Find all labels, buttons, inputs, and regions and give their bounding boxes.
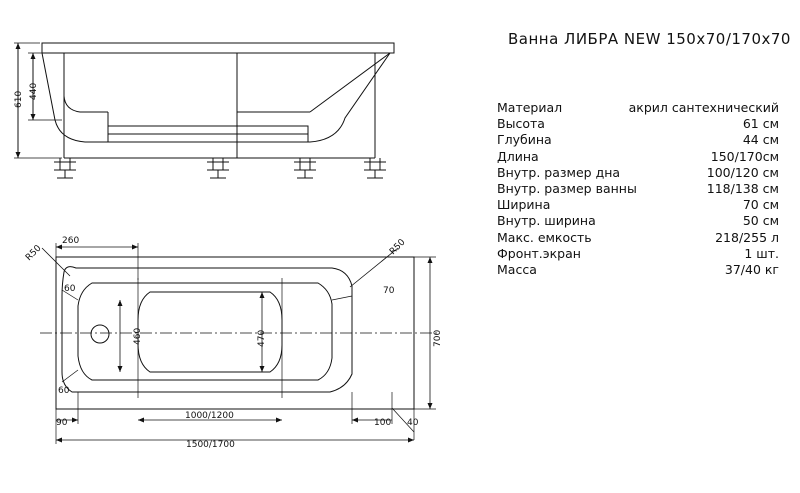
- side-outer-body: [42, 53, 390, 142]
- spec-row: [497, 181, 787, 197]
- side-rim: [42, 43, 394, 53]
- spec-value: 118/138 см: [706, 180, 779, 196]
- spec-label: Длина: [497, 148, 539, 164]
- dim-bottom-right-small: 40: [407, 418, 419, 428]
- spec-row: [497, 132, 787, 148]
- spec-row: [497, 262, 787, 278]
- spec-row: [497, 230, 787, 246]
- dim-top-offset: 260: [62, 236, 80, 246]
- top-rim-outline: [62, 267, 352, 392]
- side-inner-right: [237, 53, 310, 112]
- dim-bottom-inner-length: 1000/1200: [185, 411, 234, 421]
- spec-value: 37/40 кг: [724, 261, 779, 277]
- top-dimension-lines: [42, 243, 436, 444]
- dim-bottom-left-offset: 90: [56, 418, 68, 428]
- spec-label: Внутр. размер ванны: [497, 180, 637, 196]
- spec-value: 44 см: [742, 132, 779, 148]
- spec-table: [497, 100, 787, 278]
- spec-row: [497, 165, 787, 181]
- spec-row: [497, 246, 787, 262]
- spec-value: 70 см: [742, 197, 779, 213]
- spec-value: 50 см: [742, 213, 779, 229]
- spec-value: акрил сантехнический: [628, 100, 779, 115]
- spec-row: [497, 100, 787, 116]
- spec-row: [497, 213, 787, 229]
- side-inner-left: [64, 53, 108, 112]
- spec-label: Внутр. размер дна: [497, 164, 621, 180]
- spec-label: Высота: [497, 116, 545, 132]
- spec-label: Материал: [497, 100, 563, 115]
- dim-bottom-right-offset: 100: [374, 418, 392, 428]
- spec-value: 100/120 см: [706, 164, 779, 180]
- dim-radius-left: R50: [24, 243, 44, 264]
- spec-label: Внутр. ширина: [497, 213, 596, 229]
- spec-row: [497, 197, 787, 213]
- spec-label: Фронт.экран: [497, 245, 581, 261]
- dim-height-total: 610: [14, 90, 24, 108]
- spec-value: 61 см: [742, 116, 779, 132]
- spec-value: 150/170см: [710, 148, 779, 164]
- spec-label: Масса: [497, 261, 537, 277]
- spec-label: Глубина: [497, 132, 552, 148]
- top-basin-outline: [78, 283, 332, 380]
- spec-label: Ширина: [497, 197, 551, 213]
- dim-overall-length: 1500/1700: [186, 440, 235, 450]
- side-legs: [54, 158, 386, 178]
- side-inner-right-slope: [310, 53, 390, 112]
- product-title: Ванна ЛИБРА NEW 150х70/170х70: [508, 30, 791, 48]
- dim-radius-right: R50: [388, 237, 408, 258]
- dim-inner-left-bottom: 60: [58, 386, 70, 396]
- dim-overall-width: 700: [433, 329, 443, 347]
- spec-label: Макс. емкость: [497, 229, 592, 245]
- spec-row: [497, 116, 787, 132]
- dim-inner-left-small: 60: [64, 284, 76, 294]
- dim-inner-width-mid: 470: [257, 329, 267, 347]
- dim-height-inner: 440: [29, 82, 39, 100]
- dim-inner-right-top: 70: [383, 286, 395, 296]
- dim-inner-width-left: 460: [133, 327, 143, 345]
- spec-row: [497, 149, 787, 165]
- drain-hole: [91, 325, 109, 343]
- spec-value: 1 шт.: [744, 245, 779, 261]
- spec-value: 218/255 л: [715, 229, 779, 245]
